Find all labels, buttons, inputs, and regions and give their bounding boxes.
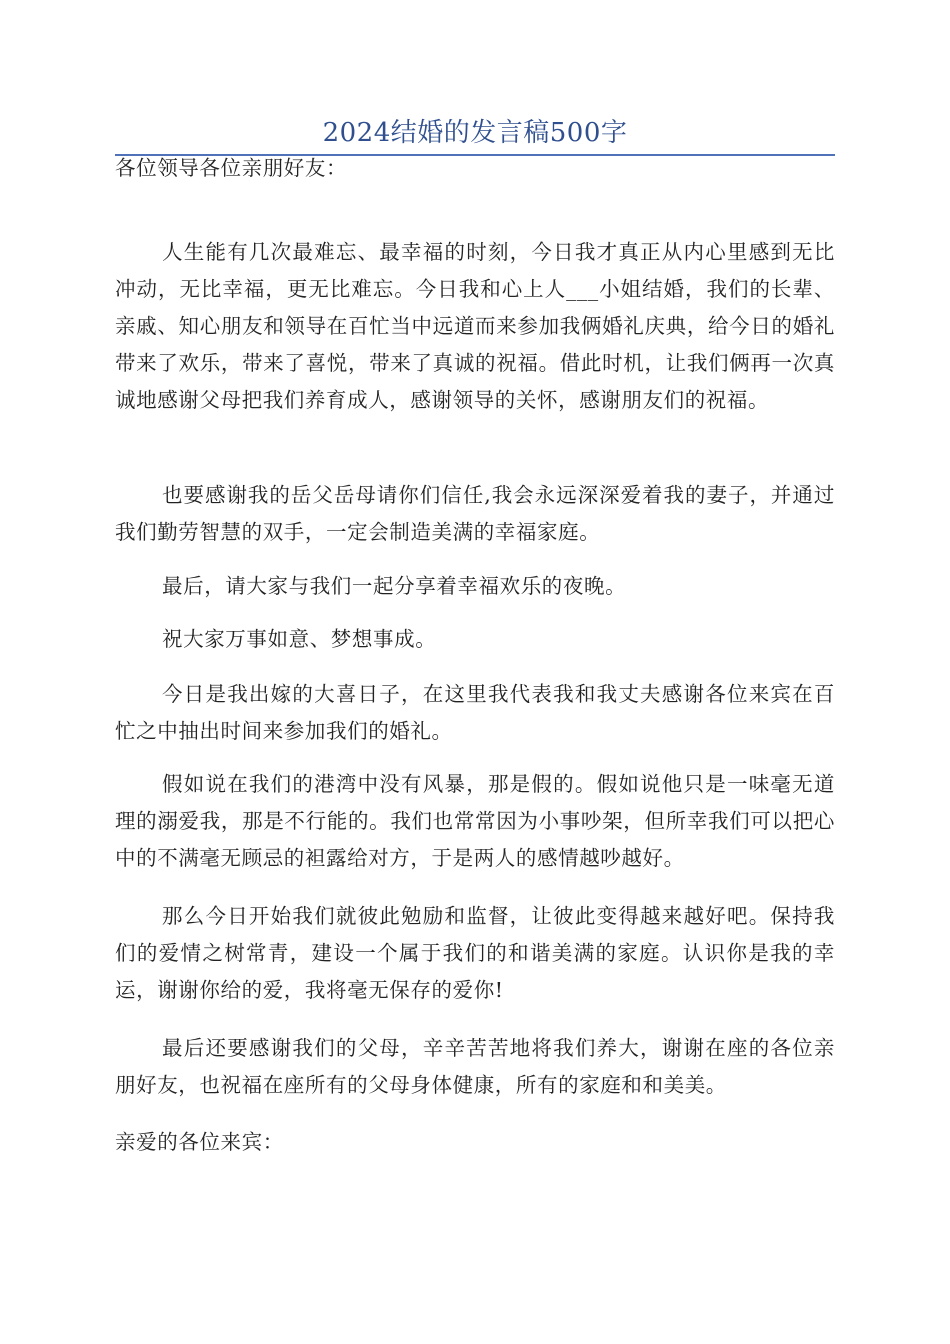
paragraph: 那么今日开始我们就彼此勉励和监督，让彼此变得越来越好吧。保持我们的爱情之树常青，建设一个属于我们的和谐美满的家庭。认识你是我的幸运，谢谢你给的爱，我将毫无保存的爱你!: [115, 904, 835, 1002]
paragraph: 祝大家万事如意、梦想事成。: [162, 627, 437, 651]
document-title: 2024结婚的发言稿500字: [322, 118, 628, 148]
paragraph: 也要感谢我的岳父岳母请你们信任,我会永远深深爱着我的妻子，并通过我们勤劳智慧的双手，一定会制造美满的幸福家庭。: [115, 483, 835, 544]
paragraph: 假如说在我们的港湾中没有风暴，那是假的。假如说他只是一味毫无道理的溺爱我，那是不行能的。我们也常常因为小事吵架，但所幸我们可以把心中的不满毫无顾忌的袒露给对方，于是两人的感情越吵越好。: [115, 772, 835, 870]
paragraph: 最后还要感谢我们的父母，辛辛苦苦地将我们养大，谢谢在座的各位亲朋好友，也祝福在座所有的父母身体健康，所有的家庭和和美美。: [115, 1036, 835, 1097]
greeting: 各位领导各位亲朋好友：: [115, 156, 348, 180]
paragraph: 最后，请大家与我们一起分享着幸福欢乐的夜晚。: [162, 574, 627, 598]
closing-greeting: 亲爱的各位来宾：: [115, 1130, 284, 1154]
paragraph: 今日是我出嫁的大喜日子，在这里我代表我和我丈夫感谢各位来宾在百忙之中抽出时间来参加我们的婚礼。: [115, 682, 835, 743]
paragraph: 人生能有几次最难忘、最幸福的时刻，今日我才真正从内心里感到无比冲动，无比幸福，更无比难忘。今日我和心上人___小姐结婚，我们的长辈、亲戚、知心朋友和领导在百忙当中远道而来参加我俩婚礼庆典，给今日的婚礼带来了欢乐，带来了喜悦，带来了真诚的祝福。借此时机，让我们俩再一次真诚地感谢父母把我们养育成人，感谢领导的关怀，感谢朋友们的祝福。: [115, 240, 835, 412]
